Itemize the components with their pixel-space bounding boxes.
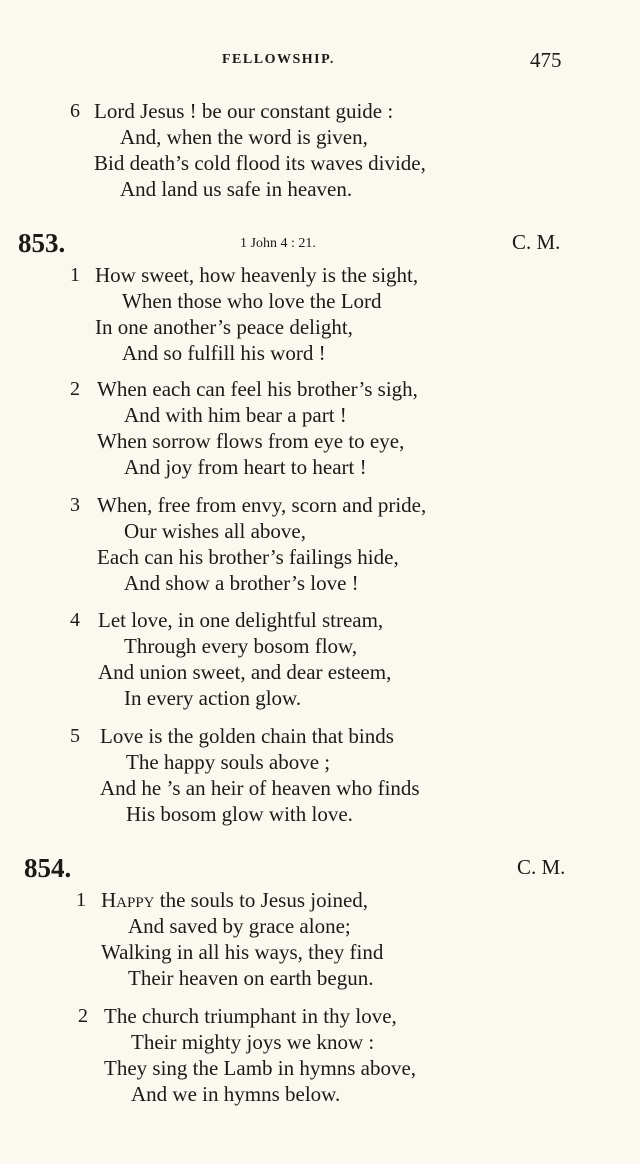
stanza-number: 3: [70, 494, 80, 516]
hymn-853-header: [0, 228, 640, 258]
stanza-line: When sorrow flows from eye to eye,: [97, 429, 405, 453]
stanza-line: Lord Jesus ! be our constant guide :: [94, 99, 394, 123]
stanza-line: And show a brother’s love !: [124, 571, 359, 595]
stanza-line: The happy souls above ;: [126, 750, 331, 774]
page-number: 475: [530, 48, 562, 72]
stanza-line: And he ’s an heir of heaven who finds: [100, 776, 420, 800]
stanza-line-rest: the souls to Jesus joined,: [154, 888, 369, 912]
stanza-line: [101, 887, 368, 913]
stanza-number: 5: [70, 725, 80, 747]
scripture-reference: 1 John 4 : 21.: [240, 236, 316, 251]
stanza-first-word: Happy: [101, 888, 155, 912]
stanza-line: And we in hymns below.: [131, 1082, 341, 1106]
stanza-line: And so fulfill his word !: [122, 341, 326, 365]
stanza-number: 2: [70, 378, 80, 400]
stanza-line: And, when the word is given,: [120, 125, 368, 149]
hymn-854-header: [0, 853, 640, 883]
running-head-title: FELLOWSHIP.: [222, 52, 335, 67]
stanza-line: And union sweet, and dear esteem,: [98, 660, 392, 684]
hymn-meter: C. M.: [512, 230, 561, 254]
stanza-line: Their heaven on earth begun.: [128, 966, 374, 990]
stanza-number: 2: [78, 1005, 88, 1027]
hymn-meter: C. M.: [517, 855, 566, 879]
stanza-line: How sweet, how heavenly is the sight,: [95, 263, 419, 287]
hymn-number: 853.: [18, 228, 66, 258]
stanza-line: Bid death’s cold flood its waves divide,: [94, 151, 426, 175]
stanza-line: The church triumphant in thy love,: [104, 1004, 397, 1028]
stanza-line: And saved by grace alone;: [128, 914, 351, 938]
stanza-line: Their mighty joys we know :: [131, 1030, 375, 1054]
stanza-line: In one another’s peace delight,: [95, 315, 353, 339]
stanza-line: Our wishes all above,: [124, 519, 306, 543]
stanza-number: 4: [70, 609, 80, 631]
stanza-line: And land us safe in heaven.: [120, 177, 353, 201]
stanza-line: Love is the golden chain that binds: [100, 724, 394, 748]
stanza-line: When each can feel his brother’s sigh,: [97, 377, 418, 401]
stanza-line: His bosom glow with love.: [126, 802, 353, 826]
stanza-number: 1: [76, 889, 86, 911]
stanza-line: Through every bosom flow,: [124, 634, 358, 658]
stanza-line: They sing the Lamb in hymns above,: [104, 1056, 417, 1080]
stanza-line: Let love, in one delightful stream,: [98, 608, 384, 632]
stanza-line: When those who love the Lord: [122, 289, 382, 313]
stanza-line: When, free from envy, scorn and pride,: [97, 493, 427, 517]
stanza-number: 6: [70, 100, 80, 122]
stanza-line: And joy from heart to heart !: [124, 455, 367, 479]
stanza-line: Each can his brother’s failings hide,: [97, 545, 399, 569]
running-head: [0, 50, 640, 74]
stanza-number: 1: [70, 264, 80, 286]
stanza-line: Walking in all his ways, they find: [101, 940, 384, 964]
hymn-number: 854.: [24, 853, 72, 883]
stanza-line: In every action glow.: [124, 686, 302, 710]
stanza-line: And with him bear a part !: [124, 403, 347, 427]
